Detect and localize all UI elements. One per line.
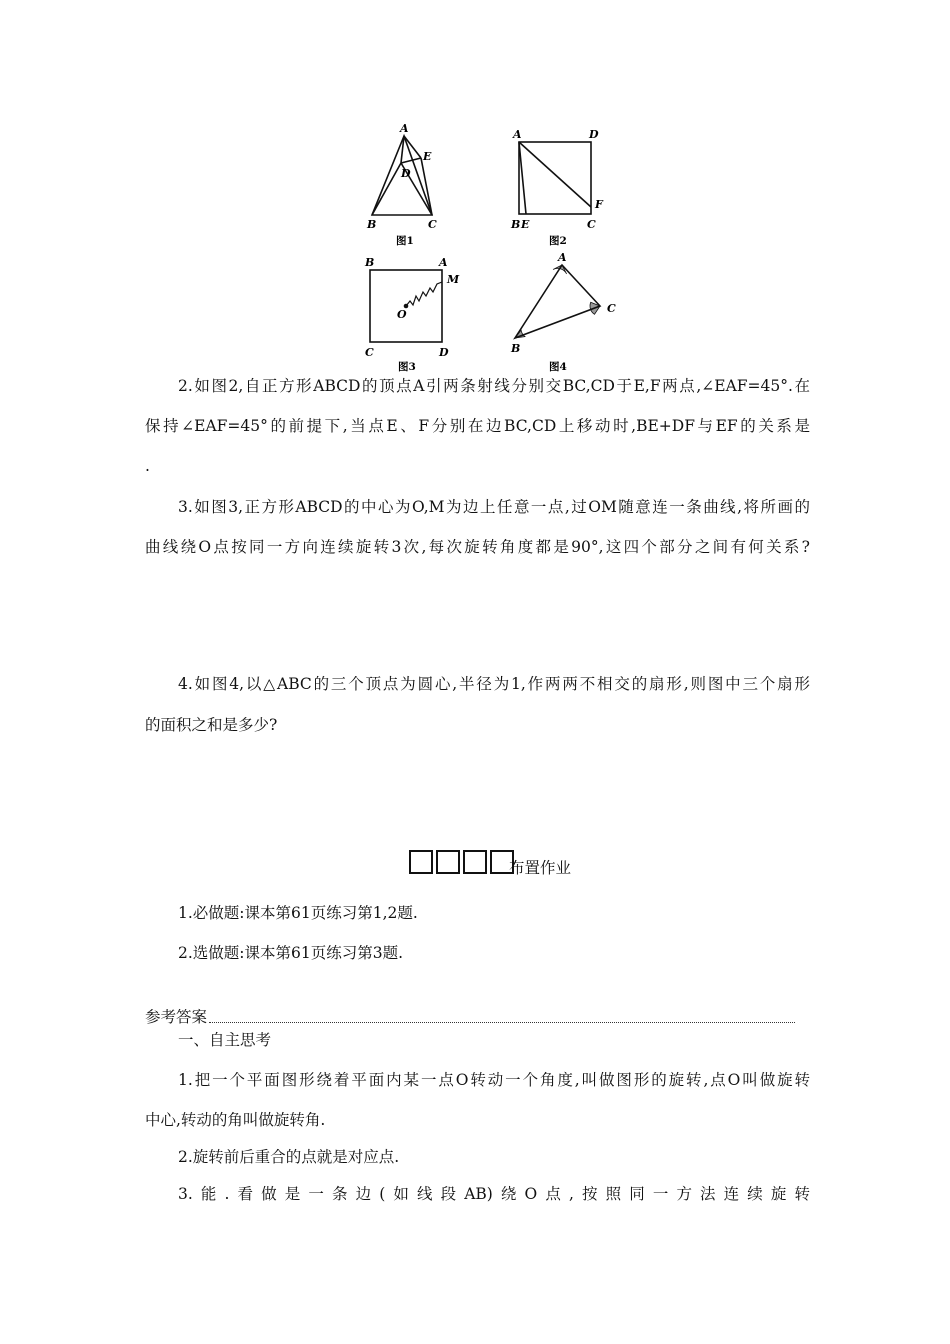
answer-1-line-1: 1.把一个平面图形绕着平面内某一点O转动一个角度,叫做图形的旋转,点O叫做旋转 <box>178 1071 810 1089</box>
fig2-label-f: F <box>595 198 603 211</box>
fig2-label-e: E <box>521 218 530 231</box>
fig1-caption: 图1 <box>396 235 414 247</box>
fig2-label-c: C <box>587 218 596 231</box>
fig3-label-o: O <box>397 308 407 321</box>
dotted-rule <box>209 1022 795 1023</box>
fig3-label-a: A <box>439 256 448 269</box>
answer-3-line-1: 3.能.看做是一条边(如线段AB)绕O点,按照同一方法连续旋转 <box>178 1185 810 1203</box>
decorative-box <box>463 850 487 874</box>
fig1-label-d: D <box>401 167 411 180</box>
fig4-label-a: A <box>558 251 567 264</box>
decorative-box <box>436 850 460 874</box>
homework-item-2: 2.选做题:课本第61页练习第3题. <box>178 944 404 962</box>
q2-line-1: 2.如图2,自正方形ABCD的顶点A引两条射线分别交BC,CD于E,F两点,∠EAF=45°.在 <box>178 377 810 395</box>
q4-line-2: 的面积之和是多少? <box>145 716 278 734</box>
q2-line-3: . <box>145 457 150 475</box>
fig3-label-d: D <box>439 346 449 359</box>
fig3-label-b: B <box>365 256 375 269</box>
fig3-caption: 图3 <box>398 361 416 373</box>
fig2-caption: 图2 <box>549 235 567 247</box>
q4-line-1: 4.如图4,以△ABC的三个顶点为圆心,半径为1,作两两不相交的扇形,则图中三个扇形 <box>178 675 810 693</box>
fig4-label-c: C <box>607 302 616 315</box>
q3-line-1: 3.如图3,正方形ABCD的中心为O,M为边上任意一点,过OM随意连一条曲线,将所画的 <box>178 498 810 516</box>
q3-line-2: 曲线绕O点按同一方向连续旋转3次,每次旋转角度都是90°,这四个部分之间有何关系? <box>145 538 810 556</box>
homework-boxes <box>409 850 514 874</box>
fig1-label-a: A <box>400 122 409 135</box>
homework-item-1: 1.必做题:课本第61页练习第1,2题. <box>178 904 418 922</box>
q2-line-2: 保持∠EAF=45°的前提下,当点E、F分别在边BC,CD上移动时,BE+DF与EF的关系是 <box>145 417 810 435</box>
fig3-label-c: C <box>365 346 374 359</box>
decorative-box <box>409 850 433 874</box>
fig1-label-c: C <box>428 218 437 231</box>
fig1-label-b: B <box>367 218 377 231</box>
answer-2: 2.旋转前后重合的点就是对应点. <box>178 1148 400 1166</box>
figures-panel <box>355 120 635 375</box>
figure-4 <box>515 265 600 338</box>
homework-title: 布置作业 <box>509 859 572 877</box>
answer-1-line-2: 中心,转动的角叫做旋转角. <box>145 1111 326 1129</box>
fig4-label-b: B <box>511 342 521 355</box>
fig2-label-a: A <box>513 128 522 141</box>
fig4-caption: 图4 <box>549 361 567 373</box>
answers-heading-row <box>145 1005 795 1027</box>
answers-section-1: 一、自主思考 <box>178 1031 272 1049</box>
answers-heading: 参考答案 <box>145 1008 208 1026</box>
fig3-label-m: M <box>447 273 460 286</box>
fig1-label-e: E <box>423 150 432 163</box>
fig2-label-b: B <box>511 218 521 231</box>
fig2-label-d: D <box>589 128 599 141</box>
figure-2 <box>519 142 591 214</box>
